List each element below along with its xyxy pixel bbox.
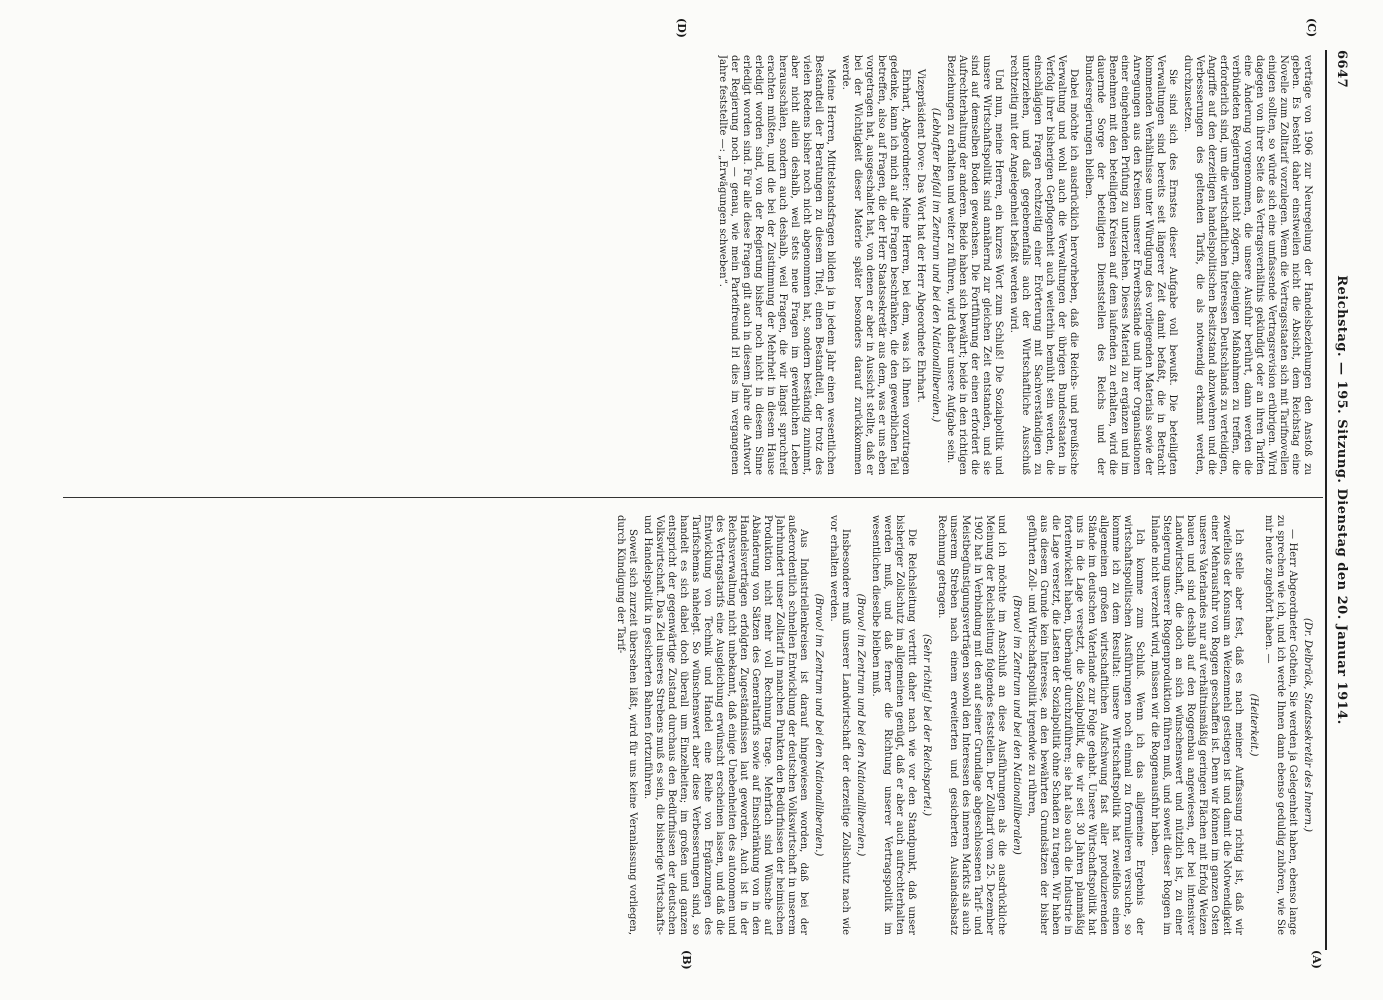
- paragraph: Meine Herren, Mittelstandsfragen bilden ja in jedem Jahr einen wesentlichen Bestandteil der Beratungen zu diesem Titel, einen Bestandteil, der trotz des vielen Redens bisher noch nicht abgenommen hat, sondern beständig zunimmt, aber nicht allein deshalb, weil stets neue Fragen im gewerblichen Leben herausschälen, sondern auch deshalb, weil Fragen, die wir längst spruchreif erachten müßten, und die bei der Zustimmung der Mehrheit in diesem Hause erledigt worden sind, von der Regierung bisher noch nicht in diesem Sinne erledigt worden sind. Für alle diese Fragen gilt auch in diesem Jahre die Antwort der Regierung noch — genau, wie mein Parteifreund Irl dies im vergangenen Jahre feststellte —: „Erwägungen schweben“.: [717, 55, 836, 475]
- margin-mark-b: (B): [680, 950, 693, 970]
- left-column: [73, 55, 1313, 475]
- paragraph: Ich stelle aber fest, daß es nach meiner Auffassung richtig ist, daß wir zweifellos der Konsum an Weizenmehl gestiegen ist und damit die Notwendigkeit einer Mehrausfuhr von Roggen geschaffen ist. Denn wir können im ganzen Osten unseres Vaterlandes nur auf verhältnismäßig geringen Flächen mit Erfolg Weizen bauen und sind deshalb auf den Roggenbau angewiesen, der bei intensiver Landwirtschaft, die doch an sich wünschenswert und nützlich ist, zu einer Steigerung unserer Roggenproduktion führen muß, und soweit dieser Roggen im Inlande nicht verzehrt wird, müssen wir die Roggenausfuhr haben.: [1149, 515, 1244, 935]
- speaker-label: (Dr. Delbrück, Staatssekretär des Innern.): [1302, 617, 1313, 833]
- bravo-note: (Bravo! im Zentrum und bei den Nationalliberalen): [1011, 595, 1022, 855]
- right-column: [73, 515, 1313, 935]
- paragraph: Aus Industriellenkreisen ist darauf hingewiesen worden, daß bei der außerordentlich schnellen Entwicklung der deutschen Volkswirtschaft in unserem Jahrhundert unser Zolltarif in manchen Punkten den Bedürfnissen der heimischen Produktion nicht mehr voll Rechnung trage. Mehrfach sind Wünsche auf Abänderung von Sätzen des Generaltarifs sowie auf Einschränkung von in den Handelsverträgen erfolgten Zugeständnissen laut geworden. Auch ist in der Reichsverwaltung nicht unbekannt, daß einige Unebenheiten des autonomen und des Vertragstarifs eine Ausgleichung erwünscht erscheinen lassen, und daß die Entwicklung von Technik und Handel eine Reihe von Ergänzungen des Tarifschemas nahelegt. So wünschenswert aber diese Verbesserungen sind, so handelt es sich dabei doch überall um Einzelheiten; im großen und ganzen entspricht der gegenwärtige Zustand durchaus den Bedürfnissen der deutschen Volkswirtschaft. Das Ziel unseres Strebens muß es sein, die bisherige Wirtschafts- und Handelspolitik in gesicherten Bahnen fortzuführen.: [642, 515, 809, 935]
- paragraph: Dabei möchte ich ausdrücklich hervorheben, daß die Reichs- und preußische Verwaltung und wohl auch die Verwaltungen der übrigen Bundesstaaten in Verfolg ihrer bisherigen Gepflogenheit auch weiterhin bemüht sein werden, die einschlägigen Fragen rechtzeitig einer Erörterung mit Sachverständigen zu unterziehen, und daß gegebenenfalls auch der Wirtschaftliche Ausschuß rechtzeitig mit der Angelegenheit befaßt werden wird.: [1008, 55, 1079, 475]
- margin-mark-a: (A): [1310, 950, 1323, 969]
- paragraph: Die Reichsleitung vertritt daher nach wie vor den Standpunkt, daß unser bisheriger Zollschutz im allgemeinen genügt, daß er aber auch aufrechterhalten werden muß, und daß ferner die Richtung unserer Vertragspolitik im wesentlichen dieselbe bleiben muß.: [870, 515, 917, 935]
- paragraph: Und nun, meine Herren, ein kurzes Wort zum Schluß! Die Sozialpolitik und unsere Wirtschaftspolitik sind annähernd zur gleichen Zeit entstanden, und sie sind auf demselben Boden gewachsen. Die Fortführung der einen erfordert die Aufrechterhaltung der anderen. Beide haben sich bewährt; beide in den richtigen Beziehungen zu erhalten und weiter zu führen, wird daher unsere Aufgabe sein.: [945, 55, 1004, 475]
- page-number: 6647: [1334, 50, 1349, 89]
- paragraph: Ehrhart, Abgeordneter: Meine Herren, bei dem, was ich Ihnen vorzutragen gedenke, kann ich mich auf die Fragen beschränken, die den gewerblichen Teil betreffen, also auf Fragen, die der Herr Staatssekretär aus dem, was er uns eben vorgetragen hat, ausgeschaltet hat, von denen er aber in Aussicht stellte, daß er bei der Wichtigkeit dieser Materie später besonders darauf zurückkommen werde.: [840, 55, 911, 475]
- speaker-intro: Vizepräsident Dove: Das Wort hat der Herr Abgeordnete Ehrhart.: [915, 69, 926, 403]
- bravo-note: (Bravo! im Zentrum und bei den Nationalliberalen.): [813, 593, 824, 857]
- margin-mark-d: (D): [675, 18, 688, 38]
- applause-note: (Lebhafter Beifall im Zentrum und bei den Nationalliberalen.): [930, 107, 941, 423]
- column-divider: [63, 497, 1323, 498]
- bravo-note: (Bravo! im Zentrum und bei den Nationalliberalen.): [855, 593, 866, 857]
- running-title: Reichstag. — 195. Sitzung. Dienstag den 20. Januar 1914.: [1334, 275, 1349, 725]
- header-rule: [1325, 50, 1327, 950]
- paragraph: verträge von 1906 zur Neuregelung der Handelsbeziehungen den Anstoß zu geben. Es besteht daher einstweilen nicht die Absicht, dem Reichstag eine Novelle zum Zolltarif vorzulegen. Wenn die Vertragsstaaten sich mit Tarifnovellen einigen sollten, so würde sich eine umfassende Vertragsrevision erübrigen. Wird dagegen von ihrer Seite das Vertragsverhältnis gekündigt oder an ihren Tarifen eine Änderung vorgenommen, die unsere Ausfuhr berührt, dann werden die verbündeten Regierungen nicht zögern, diejenigen Maßnahmen zu treffen, die erforderlich sind, um die wirtschaftlichen Interessen Deutschlands zu verteidigen, Angriffe auf den derzeitigen handelspolitischen Besitzstand abzuwehren und die Verbesserungen des geltenden Tarifs, die als notwendig erkannt werden, durchzusetzen.: [1182, 55, 1313, 475]
- paragraph: Insbesondere muß unserer Landwirtschaft der derzeitige Zollschutz nach wie vor erhalten werden.: [828, 515, 851, 935]
- running-header: [1327, 50, 1349, 950]
- paragraph: Sie sind sich des Ernstes dieser Aufgabe voll bewußt. Die beteiligten Verwaltungen sind bereits seit längerer Zeit damit befaßt, die in Betracht kommenden Verhältnisse unter Würdigung des vorliegenden Materials sowie der Anregungen aus den Kreisen unserer Erwerbsstände und ihrer Organisationen einer eingehenden Prüfung zu unterziehen. Dieses Material zu ergänzen und im Benehmen mit den beteiligten Kreisen auf dem laufenden zu erhalten, wird die dauernde Sorge der beteiligten Dienststellen des Reichs und der Bundesregierungen bleiben.: [1083, 55, 1178, 475]
- heiterkeit-note: (Heiterkeit.): [1248, 693, 1259, 757]
- paragraph: Ich komme zum Schluß. Wenn ich das allgemeine Ergebnis der wirtschaftspolitischen Ausführungen noch einmal zu formulieren versuche, so komme ich zu dem Resultat: unsere Wirtschaftspolitik hat zweifellos einen allgemeinen großen wirtschaftlichen Aufschwung fast aller produzierenden Stände im deutschen Vaterlande zur Folge gehabt. Unsere Wirtschaftspolitik hat uns in die Lage versetzt, die Sozialpolitik, die wir seit 30 Jahren planmäßig fortentwickelt haben, überhaupt durchzuführen; sie hat also auch die Industrie in die Lage versetzt, die Lasten der Sozialpolitik ohne Schaden zu tragen. Wir haben aus diesem Grunde kein Interesse, an den bewährten Grundsätzen der bisher geführten Zoll- und Wirtschaftspolitik irgendwie zu rühren,: [1026, 515, 1145, 935]
- margin-mark-c: (C): [1305, 18, 1318, 38]
- paragraph: und ich möchte im Anschluß an diese Ausführungen als die ausdrückliche Meinung der Reichsleitung folgendes feststellen. Der Zolltarif vom 25. Dezember 1902 hat in Verbindung mit den auf seiner Grundlage abgeschlossenen Tarif- und Meistbegünstigungsverträgen sowohl den Interessen des inneren Markts als auch unserem Streben nach einem erweiterten und gesicherten Auslandsabsatz Rechnung getragen.: [936, 515, 1007, 935]
- sehr-richtig-note: (Sehr richtig! bei der Reichspartei.): [921, 633, 932, 817]
- paragraph: — Herr Abgeordneter Gothein, Sie werden ja Gelegenheit haben, ebenso lange zu sprechen wie ich, und ich werde Ihnen dann ebenso geduldig zuhören, wie Sie mir heute zugehört haben. —: [1263, 515, 1298, 935]
- paragraph: Soweit sich zurzeit übersehen läßt, wird für uns keine Veranlassung vorliegen, durch Kündigung der Tarif-: [615, 515, 638, 935]
